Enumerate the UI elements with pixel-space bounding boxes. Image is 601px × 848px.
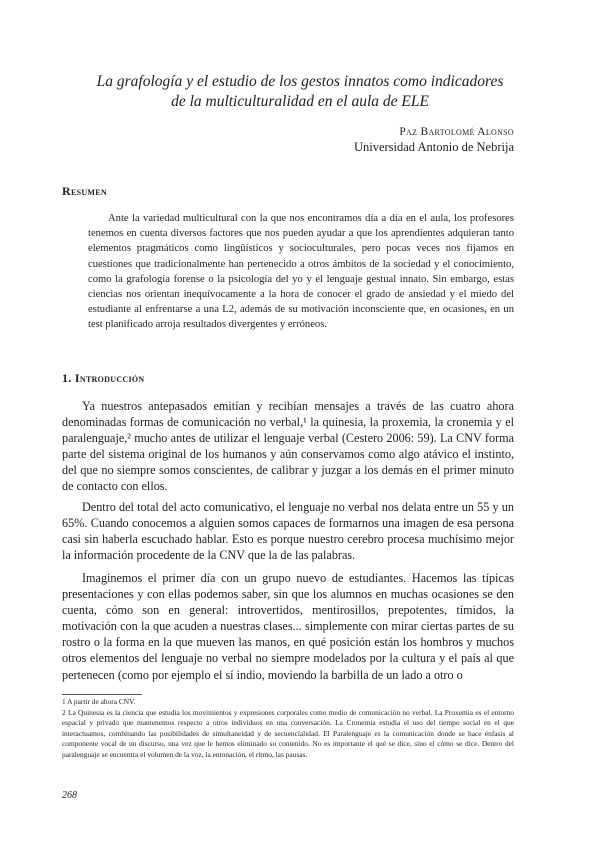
footnote-2: 2 La Quinesia es la ciencia que estudia los movimientos y expresiones corporales como medio de comunicación no verbal. La Proxemia es el entorno espacial y privado que mantenemos respecto a otros individuos en una conversación. La Cronemia estudia el uso del tiempo social en el que interactuamos, combinando las posibilidades de simultaneidad y de secuencialidad. El Paralenguaje es la comunicación donde se hace énfasis al componente vocal de un discurso, una vez que le hemos eliminado su contenido. No es importante el qué se dice, sino el cómo se dice. Dentro del paralenguaje se encuentra el volumen de la voz, la entonación, el ritmo, las pausas. (62, 708, 514, 759)
section-heading-introduction: 1. Introducción (62, 371, 145, 385)
footnote-1: 1 A partir de ahora CNV. (62, 697, 136, 706)
footnote-divider (62, 694, 142, 695)
paper-title-line-2: de la multiculturalidad en el aula de ELE (171, 93, 429, 110)
author-name: Paz Bartolomé Alonso (399, 126, 514, 138)
abstract-text: Ante la variedad multicultural con la que nos encontramos día a día en el aula, los profesores tenemos en cuenta diversos factores que nos pueden ayudar a que los aprendientes adquieran tanto elementos pragmáticos como lingüísticos y socioculturales, pero pocas veces nos fijamos en cuestiones que tradicionalmente han pertenecido a otros ámbitos de la sociedad y el conocimiento, como la grafología forense o la psicología del yo y el lenguaje gestual innato. Sin embargo, estas ciencias nos orientan inequívocamente a la hora de conocer el grado de ansiedad y el miedo del estudiante al enfrentarse a una L2, además de su motivación inconsciente que, en ocasiones, en un test planificado arroja resultados divergentes y erróneos. (88, 213, 514, 331)
page-number: 268 (62, 790, 77, 801)
intro-paragraph-2: Dentro del total del acto comunicativo, el lenguaje no verbal nos delata entre un 55 y un 65%. Cuando conocemos a alguien somos capaces de formarnos una imagen de esa persona casi sin haberla escuchado hablar. Esto es porque nuestro cerebro procesa muchísimo mejor la información procedente de la CNV que la de las palabras. (62, 500, 514, 563)
intro-paragraph-3: Imaginemos el primer día con un grupo nuevo de estudiantes. Hacemos las típicas presentaciones y con ellas podemos saber, sin que los alumnos en muchas ocasiones se den cuenta, cómo son en general: introvertidos, mentirosillos, prepotentes, tímidos, la motivación con la que acuden a nuestras clases... simplemente con mirar ciertas partes de su rostro o la forma en la que mueven las manos, en qué posición están los hombros y muchos otros elementos del lenguaje no verbal no siempre modelados por la cultura y el país al que pertenecen (como por ejemplo el sí indio, moviendo la barbilla de un lado a otro o (62, 571, 514, 682)
intro-paragraph-1: Ya nuestros antepasados emitían y recibían mensajes a través de las cuatro ahora denominadas formas de comunicación no verbal,¹ la quinesia, la proxemia, la cronemia y el paralenguaje,² mucho antes de utilizar el lenguaje verbal (Cestero 2006: 59). La CNV forma parte del sistema original de los humanos y aún conservamos como algo atávico el instinto, del que no siempre somos conscientes, de calibrar y juzgar a los demás en el primer minuto de contacto con ellos. (62, 399, 514, 494)
abstract-heading: Resumen (62, 184, 107, 198)
paper-title-line-1: La grafología y el estudio de los gestos innatos como indicadores (96, 73, 504, 90)
author-affiliation: Universidad Antonio de Nebrija (353, 140, 514, 154)
